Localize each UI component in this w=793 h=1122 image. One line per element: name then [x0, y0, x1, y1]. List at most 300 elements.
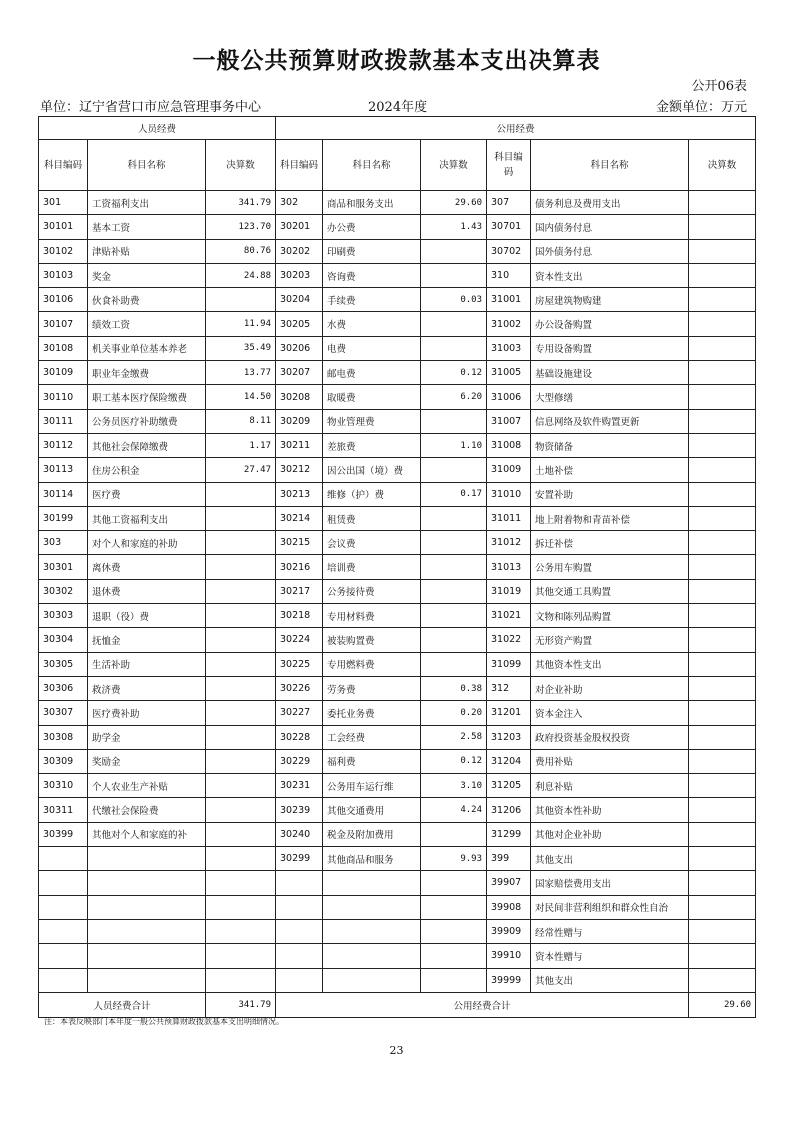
amount-cell — [421, 652, 487, 676]
subject-name-cell: 国内债务付息 — [531, 215, 689, 239]
amount-cell — [421, 458, 487, 482]
subject-name-cell: 医疗费补助 — [88, 701, 206, 725]
subject-name-cell: 其他资本性支出 — [531, 652, 689, 676]
amount-cell: 6.20 — [421, 385, 487, 409]
subject-code-cell — [39, 871, 88, 895]
subject-code-cell: 31013 — [487, 555, 531, 579]
table-note: 注：本表反映部门本年度一般公共预算财政拨款基本支出明细情况。 — [44, 1017, 284, 1026]
amount-cell — [689, 895, 756, 919]
subject-code-cell: 30217 — [276, 579, 323, 603]
subject-name-cell: 公务员医疗补助缴费 — [88, 409, 206, 433]
subject-code-cell — [39, 847, 88, 871]
subject-code-cell: 310 — [487, 263, 531, 287]
subject-code-cell: 30215 — [276, 531, 323, 555]
group-header-public: 公用经费 — [276, 117, 756, 140]
subject-name-cell: 公务用车购置 — [531, 555, 689, 579]
amount-cell: 1.43 — [421, 215, 487, 239]
subject-code-cell: 39910 — [487, 944, 531, 968]
subject-code-cell: 31010 — [487, 482, 531, 506]
subject-name-cell: 专用设备购置 — [531, 336, 689, 360]
subject-code-cell: 30299 — [276, 847, 323, 871]
subject-name-cell: 基础设施建设 — [531, 361, 689, 385]
subject-name-cell: 国家赔偿费用支出 — [531, 871, 689, 895]
amount-cell — [689, 676, 756, 700]
subject-name-cell — [323, 895, 421, 919]
table-row — [39, 774, 756, 798]
amount-cell — [421, 604, 487, 628]
amount-cell: 13.77 — [206, 361, 276, 385]
subject-name-cell: 职工基本医疗保险缴费 — [88, 385, 206, 409]
amount-cell — [689, 288, 756, 312]
subject-code-cell: 30701 — [487, 215, 531, 239]
subject-name-cell: 奖金 — [88, 263, 206, 287]
subject-code-cell: 31001 — [487, 288, 531, 312]
subject-code-cell: 30208 — [276, 385, 323, 409]
amount-cell — [421, 822, 487, 846]
amount-cell — [689, 506, 756, 530]
subject-code-cell: 30307 — [39, 701, 88, 725]
subject-name-cell: 其他工资福利支出 — [88, 506, 206, 530]
subject-code-cell — [276, 871, 323, 895]
subject-code-cell: 31008 — [487, 433, 531, 457]
subject-name-cell: 租赁费 — [323, 506, 421, 530]
amount-cell: 3.10 — [421, 774, 487, 798]
column-header-row — [39, 140, 756, 191]
subject-name-cell: 其他支出 — [531, 847, 689, 871]
amount-cell — [689, 336, 756, 360]
subject-code-cell: 30101 — [39, 215, 88, 239]
amount-cell — [206, 749, 276, 773]
amount-cell — [689, 482, 756, 506]
subject-code-cell: 31099 — [487, 652, 531, 676]
table-row — [39, 385, 756, 409]
amount-cell: 24.88 — [206, 263, 276, 287]
subject-code-cell: 31007 — [487, 409, 531, 433]
subject-code-cell: 39908 — [487, 895, 531, 919]
subject-name-cell: 奖励金 — [88, 749, 206, 773]
subject-name-cell: 水费 — [323, 312, 421, 336]
subject-code-cell: 39909 — [487, 919, 531, 943]
amount-cell — [206, 652, 276, 676]
subject-name-cell: 福利费 — [323, 749, 421, 773]
amount-cell: 29.60 — [421, 191, 487, 215]
table-row — [39, 579, 756, 603]
subject-name-cell: 债务利息及费用支出 — [531, 191, 689, 215]
subject-name-cell: 国外债务付息 — [531, 239, 689, 263]
subject-code-cell: 30228 — [276, 725, 323, 749]
public-total-label: 公用经费合计 — [276, 992, 689, 1017]
subject-name-cell: 委托业务费 — [323, 701, 421, 725]
col-header-code: 科目编码 — [39, 140, 88, 191]
subject-name-cell: 税金及附加费用 — [323, 822, 421, 846]
subject-code-cell: 30114 — [39, 482, 88, 506]
subject-name-cell: 被装购置费 — [323, 628, 421, 652]
totals-row — [39, 992, 756, 1017]
subject-name-cell: 经常性赠与 — [531, 919, 689, 943]
subject-name-cell: 其他对企业补助 — [531, 822, 689, 846]
subject-code-cell: 30304 — [39, 628, 88, 652]
subject-code-cell: 30216 — [276, 555, 323, 579]
subject-code-cell: 30209 — [276, 409, 323, 433]
amount-cell — [206, 579, 276, 603]
amount-cell — [689, 749, 756, 773]
amount-cell — [206, 919, 276, 943]
subject-name-cell: 印刷费 — [323, 239, 421, 263]
subject-code-cell: 31019 — [487, 579, 531, 603]
amount-cell — [689, 871, 756, 895]
subject-name-cell: 地上附着物和青苗补偿 — [531, 506, 689, 530]
amount-cell — [206, 895, 276, 919]
amount-cell: 1.17 — [206, 433, 276, 457]
subject-code-cell: 30107 — [39, 312, 88, 336]
amount-cell: 341.79 — [206, 191, 276, 215]
table-row — [39, 919, 756, 943]
subject-code-cell: 31205 — [487, 774, 531, 798]
amount-cell — [421, 409, 487, 433]
subject-name-cell: 其他商品和服务 — [323, 847, 421, 871]
amount-cell — [421, 968, 487, 992]
amount-cell: 35.49 — [206, 336, 276, 360]
amount-cell — [206, 871, 276, 895]
table-row — [39, 239, 756, 263]
subject-code-cell: 31201 — [487, 701, 531, 725]
subject-name-cell: 基本工资 — [88, 215, 206, 239]
amount-cell — [689, 409, 756, 433]
subject-code-cell: 30199 — [39, 506, 88, 530]
table-row — [39, 676, 756, 700]
amount-cell — [206, 774, 276, 798]
subject-name-cell: 工会经费 — [323, 725, 421, 749]
subject-name-cell: 生活补助 — [88, 652, 206, 676]
table-row — [39, 288, 756, 312]
amount-cell — [206, 628, 276, 652]
subject-code-cell: 30308 — [39, 725, 88, 749]
subject-name-cell — [323, 944, 421, 968]
subject-name-cell — [88, 895, 206, 919]
amount-cell: 14.50 — [206, 385, 276, 409]
amount-cell — [206, 798, 276, 822]
subject-name-cell: 住房公积金 — [88, 458, 206, 482]
amount-cell — [689, 263, 756, 287]
subject-code-cell: 30212 — [276, 458, 323, 482]
subject-name-cell: 利息补贴 — [531, 774, 689, 798]
amount-cell — [689, 725, 756, 749]
subject-name-cell: 伙食补助费 — [88, 288, 206, 312]
subject-code-cell: 31009 — [487, 458, 531, 482]
subject-code-cell — [276, 895, 323, 919]
subject-name-cell: 电费 — [323, 336, 421, 360]
subject-code-cell — [39, 919, 88, 943]
subject-name-cell: 办公设备购置 — [531, 312, 689, 336]
table-row — [39, 312, 756, 336]
subject-name-cell: 救济费 — [88, 676, 206, 700]
subject-name-cell: 公务用车运行维 — [323, 774, 421, 798]
personnel-total-value: 341.79 — [206, 992, 276, 1017]
amount-cell — [689, 701, 756, 725]
subject-name-cell: 安置补助 — [531, 482, 689, 506]
subject-name-cell: 离休费 — [88, 555, 206, 579]
col-header-code: 科目编码 — [276, 140, 323, 191]
subject-code-cell: 30225 — [276, 652, 323, 676]
table-row — [39, 263, 756, 287]
subject-name-cell: 商品和服务支出 — [323, 191, 421, 215]
subject-name-cell: 津贴补贴 — [88, 239, 206, 263]
amount-cell — [421, 336, 487, 360]
subject-code-cell: 30203 — [276, 263, 323, 287]
table-row — [39, 701, 756, 725]
amount-cell — [689, 385, 756, 409]
amount-cell: 0.12 — [421, 361, 487, 385]
subject-name-cell — [323, 919, 421, 943]
subject-code-cell: 31204 — [487, 749, 531, 773]
subject-name-cell: 专用材料费 — [323, 604, 421, 628]
subject-code-cell: 39999 — [487, 968, 531, 992]
subject-code-cell: 30103 — [39, 263, 88, 287]
amount-cell — [689, 239, 756, 263]
subject-code-cell: 302 — [276, 191, 323, 215]
subject-name-cell — [88, 847, 206, 871]
amount-cell — [421, 919, 487, 943]
form-number: 公开06表 — [691, 79, 747, 94]
subject-name-cell: 取暖费 — [323, 385, 421, 409]
subject-name-cell — [88, 944, 206, 968]
subject-code-cell: 31002 — [487, 312, 531, 336]
subject-code-cell: 31005 — [487, 361, 531, 385]
amount-cell: 123.70 — [206, 215, 276, 239]
table-row — [39, 652, 756, 676]
amount-cell — [421, 871, 487, 895]
amount-cell: 0.38 — [421, 676, 487, 700]
subject-name-cell: 助学金 — [88, 725, 206, 749]
subject-name-cell: 政府投资基金股权投资 — [531, 725, 689, 749]
subject-code-cell: 30231 — [276, 774, 323, 798]
subject-name-cell: 无形资产购置 — [531, 628, 689, 652]
subject-code-cell: 30202 — [276, 239, 323, 263]
subject-name-cell: 会议费 — [323, 531, 421, 555]
amount-cell — [421, 263, 487, 287]
expenditure-table — [38, 116, 756, 1018]
subject-name-cell: 拆迁补偿 — [531, 531, 689, 555]
amount-cell — [206, 506, 276, 530]
subject-code-cell: 30239 — [276, 798, 323, 822]
amount-cell — [206, 847, 276, 871]
subject-name-cell: 对企业补助 — [531, 676, 689, 700]
subject-code-cell: 30218 — [276, 604, 323, 628]
subject-code-cell: 31003 — [487, 336, 531, 360]
amount-unit: 金额单位：万元 — [655, 100, 747, 115]
subject-name-cell: 机关事业单位基本养老 — [88, 336, 206, 360]
col-header-amount: 决算数 — [689, 140, 756, 191]
table-row — [39, 604, 756, 628]
amount-cell — [421, 312, 487, 336]
subject-name-cell: 资本性赠与 — [531, 944, 689, 968]
amount-cell — [689, 822, 756, 846]
amount-cell — [689, 968, 756, 992]
subject-name-cell: 其他资本性补助 — [531, 798, 689, 822]
amount-cell — [206, 701, 276, 725]
subject-name-cell: 手续费 — [323, 288, 421, 312]
subject-code-cell: 31299 — [487, 822, 531, 846]
subject-code-cell: 303 — [39, 531, 88, 555]
subject-name-cell: 房屋建筑物购建 — [531, 288, 689, 312]
subject-code-cell: 307 — [487, 191, 531, 215]
subject-code-cell — [276, 919, 323, 943]
amount-cell — [689, 458, 756, 482]
amount-cell — [421, 555, 487, 579]
amount-cell: 0.12 — [421, 749, 487, 773]
amount-cell — [421, 579, 487, 603]
subject-code-cell: 30305 — [39, 652, 88, 676]
subject-name-cell: 文物和陈列品购置 — [531, 604, 689, 628]
subject-name-cell: 资本性支出 — [531, 263, 689, 287]
table-row — [39, 944, 756, 968]
subject-name-cell: 其他社会保障缴费 — [88, 433, 206, 457]
subject-name-cell: 专用燃料费 — [323, 652, 421, 676]
amount-cell — [421, 506, 487, 530]
subject-name-cell: 维修（护）费 — [323, 482, 421, 506]
subject-name-cell: 物业管理费 — [323, 409, 421, 433]
amount-cell: 4.24 — [421, 798, 487, 822]
subject-code-cell: 30399 — [39, 822, 88, 846]
amount-cell — [689, 798, 756, 822]
subject-code-cell: 30106 — [39, 288, 88, 312]
amount-cell — [689, 361, 756, 385]
subject-code-cell: 30112 — [39, 433, 88, 457]
subject-code-cell — [39, 895, 88, 919]
amount-cell: 80.76 — [206, 239, 276, 263]
subject-name-cell: 因公出国（境）费 — [323, 458, 421, 482]
amount-cell — [689, 215, 756, 239]
unit-name: 单位：辽宁省营口市应急管理事务中心 — [40, 100, 262, 115]
subject-name-cell — [88, 871, 206, 895]
subject-name-cell: 工资福利支出 — [88, 191, 206, 215]
table-row — [39, 336, 756, 360]
subject-name-cell: 信息网络及软件购置更新 — [531, 409, 689, 433]
subject-name-cell: 邮电费 — [323, 361, 421, 385]
amount-cell — [689, 604, 756, 628]
subject-code-cell: 30201 — [276, 215, 323, 239]
group-header-personnel: 人员经费 — [39, 117, 276, 140]
amount-cell — [421, 239, 487, 263]
subject-code-cell: 30310 — [39, 774, 88, 798]
subject-code-cell: 30309 — [39, 749, 88, 773]
subject-name-cell: 退职（役）费 — [88, 604, 206, 628]
amount-cell — [206, 725, 276, 749]
table-row — [39, 555, 756, 579]
subject-code-cell: 30311 — [39, 798, 88, 822]
table-row — [39, 895, 756, 919]
subject-code-cell: 30301 — [39, 555, 88, 579]
subject-name-cell — [323, 968, 421, 992]
subject-code-cell: 39907 — [487, 871, 531, 895]
amount-cell — [206, 604, 276, 628]
amount-cell — [689, 312, 756, 336]
amount-cell: 0.03 — [421, 288, 487, 312]
subject-code-cell: 30214 — [276, 506, 323, 530]
subject-name-cell: 代缴社会保险费 — [88, 798, 206, 822]
subject-name-cell: 其他交通工具购置 — [531, 579, 689, 603]
subject-name-cell: 物资储备 — [531, 433, 689, 457]
amount-cell — [206, 482, 276, 506]
col-header-code: 科目编码 — [487, 140, 531, 191]
amount-cell — [689, 628, 756, 652]
subject-name-cell: 大型修缮 — [531, 385, 689, 409]
amount-cell: 11.94 — [206, 312, 276, 336]
amount-cell — [689, 919, 756, 943]
col-header-amount: 决算数 — [206, 140, 276, 191]
table-row — [39, 798, 756, 822]
personnel-total-label: 人员经费合计 — [39, 992, 206, 1017]
table-row — [39, 458, 756, 482]
amount-cell — [421, 944, 487, 968]
subject-code-cell: 399 — [487, 847, 531, 871]
subject-name-cell: 医疗费 — [88, 482, 206, 506]
amount-cell — [689, 433, 756, 457]
subject-code-cell: 301 — [39, 191, 88, 215]
table-row — [39, 409, 756, 433]
subject-name-cell — [88, 968, 206, 992]
subject-name-cell: 公务接待费 — [323, 579, 421, 603]
table-row — [39, 749, 756, 773]
amount-cell — [206, 531, 276, 555]
col-header-name: 科目名称 — [531, 140, 689, 191]
subject-code-cell: 30109 — [39, 361, 88, 385]
subject-name-cell: 办公费 — [323, 215, 421, 239]
subject-code-cell: 31012 — [487, 531, 531, 555]
subject-code-cell: 312 — [487, 676, 531, 700]
subject-name-cell: 差旅费 — [323, 433, 421, 457]
subject-code-cell: 30303 — [39, 604, 88, 628]
amount-cell — [206, 968, 276, 992]
amount-cell — [689, 191, 756, 215]
subject-name-cell: 其他对个人和家庭的补 — [88, 822, 206, 846]
subject-name-cell: 对个人和家庭的补助 — [88, 531, 206, 555]
subject-code-cell — [39, 944, 88, 968]
subject-name-cell: 对民间非营利组织和群众性自治 — [531, 895, 689, 919]
subject-name-cell: 资本金注入 — [531, 701, 689, 725]
amount-cell — [689, 774, 756, 798]
col-header-amount: 决算数 — [421, 140, 487, 191]
subject-code-cell: 30111 — [39, 409, 88, 433]
amount-cell — [421, 628, 487, 652]
public-total-value: 29.60 — [689, 992, 756, 1017]
amount-cell — [689, 847, 756, 871]
subject-code-cell: 30113 — [39, 458, 88, 482]
page-title: 一般公共预算财政拨款基本支出决算表 — [192, 47, 601, 74]
amount-cell — [206, 676, 276, 700]
subject-name-cell: 费用补贴 — [531, 749, 689, 773]
subject-code-cell: 30110 — [39, 385, 88, 409]
table-row — [39, 822, 756, 846]
subject-code-cell: 30108 — [39, 336, 88, 360]
subject-code-cell: 30207 — [276, 361, 323, 385]
subject-code-cell: 31011 — [487, 506, 531, 530]
page-number: 23 — [389, 1044, 404, 1057]
subject-name-cell — [323, 871, 421, 895]
subject-code-cell: 30306 — [39, 676, 88, 700]
amount-cell: 2.58 — [421, 725, 487, 749]
amount-cell — [689, 944, 756, 968]
subject-code-cell: 31203 — [487, 725, 531, 749]
subject-code-cell: 30702 — [487, 239, 531, 263]
subject-code-cell: 30204 — [276, 288, 323, 312]
amount-cell: 0.20 — [421, 701, 487, 725]
table-row — [39, 482, 756, 506]
subject-name-cell: 职业年金缴费 — [88, 361, 206, 385]
table-row — [39, 871, 756, 895]
subject-code-cell: 30224 — [276, 628, 323, 652]
amount-cell — [206, 555, 276, 579]
